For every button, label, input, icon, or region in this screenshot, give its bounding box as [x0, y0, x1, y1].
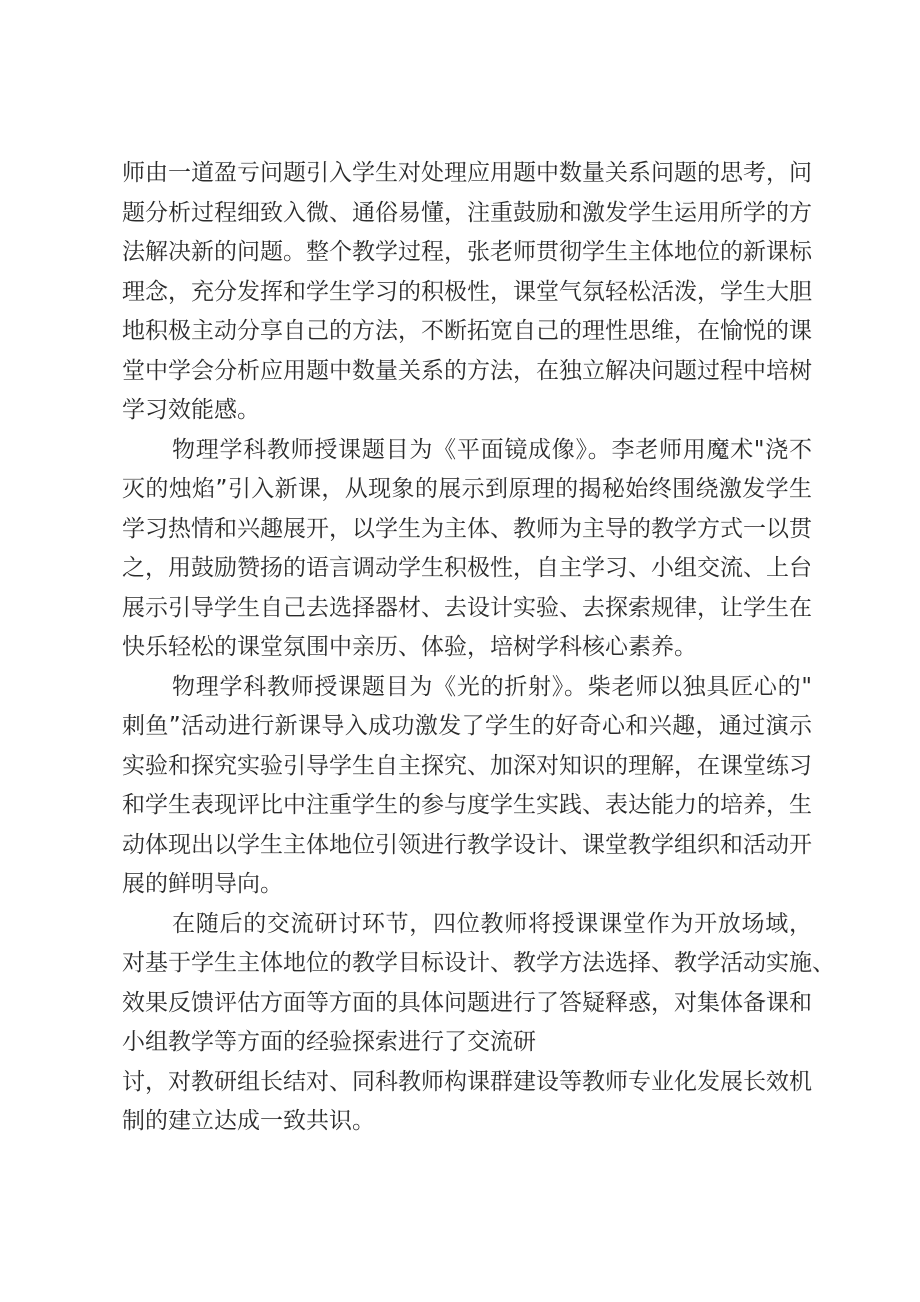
paragraph-3-line-2: 刺鱼”活动进行新课导入成功激发了学生的好奇心和兴趣，通过演示: [122, 713, 812, 739]
paragraph-2-line-2: 灭的烛焰”引入新课，从现象的展示到原理的揭秘始终围绕激发学生: [122, 476, 812, 502]
paragraph-1-line-2: 题分析过程细致入微、通俗易懂，注重鼓励和激发学生运用所学的方: [122, 199, 812, 226]
paragraph-1-line-1: 师由一道盈亏问题引入学生对处理应用题中数量关系问题的思考，问: [122, 160, 812, 186]
paragraph-3-line-3: 实验和探究实验引导学生自主探究、加深对知识的理解，在课堂练习: [122, 752, 812, 779]
body-text: [122, 154, 835, 1142]
paragraph-2-line-1: 物理学科教师授课题目为《平面镜成像》。李老师用魔术"浇不: [172, 436, 812, 463]
paragraph-4-line-5: 讨，对教研组长结对、同科教师构课群建设等教师专业化发展长效机: [122, 1068, 812, 1095]
paragraph-3-line-1: 物理学科教师授课题目为《光的折射》。柴老师以独具匠心的": [172, 673, 812, 700]
paragraph-1-line-6: 堂中学会分析应用题中数量关系的方法，在独立解决问题过程中培树: [122, 357, 812, 384]
paragraph-4-line-4: 小组教学等方面的经验探索进行了交流研: [122, 1029, 536, 1055]
paragraph-4-line-6: 制的建立达成一致共识。: [122, 1108, 375, 1134]
paragraph-2-line-5: 展示引导学生自己去选择器材、去设计实验、去探索规律，让学生在: [122, 594, 812, 621]
paragraph-1-line-5: 地积极主动分享自己的方法，不断拓宽自己的理性思维，在愉悦的课: [122, 318, 812, 344]
paragraph-4-line-3: 效果反馈评估方面等方面的具体问题进行了答疑释惑，对集体备课和: [122, 989, 812, 1016]
paragraph-3-line-4: 和学生表现评比中注重学生的参与度学生实践、表达能力的培养，生: [122, 792, 812, 818]
paragraph-1-line-3: 法解决新的问题。整个教学过程，张老师贯彻学生主体地位的新课标: [122, 239, 812, 265]
paragraph-1-line-7: 学习效能感。: [122, 397, 260, 423]
paragraph-3-line-5: 动体现出以学生主体地位引领进行教学设计、课堂教学组织和活动开: [122, 831, 812, 858]
paragraph-3-line-6: 展的鲜明导向。: [122, 871, 283, 897]
paragraph-2-line-6: 快乐轻松的课堂氛围中亲历、体验，培树学科核心素养。: [122, 634, 697, 660]
paragraph-4-line-2: 对基于学生主体地位的教学目标设计、教学方法选择、教学活动实施、: [122, 950, 835, 976]
paragraph-4-line-1: 在随后的交流研讨环节，四位教师将授课课堂作为开放场域，: [172, 910, 812, 937]
paragraph-2-line-3: 学习热情和兴趣展开，以学生为主体、教师为主导的教学方式一以贯: [122, 515, 812, 542]
paragraph-1-line-4: 理念，充分发挥和学生学习的积极性，课堂气氛轻松活泼，学生大胆: [122, 278, 812, 305]
paragraph-2-line-4: 之，用鼓励赞扬的语言调动学生积极性，自主学习、小组交流、上台: [122, 555, 812, 581]
